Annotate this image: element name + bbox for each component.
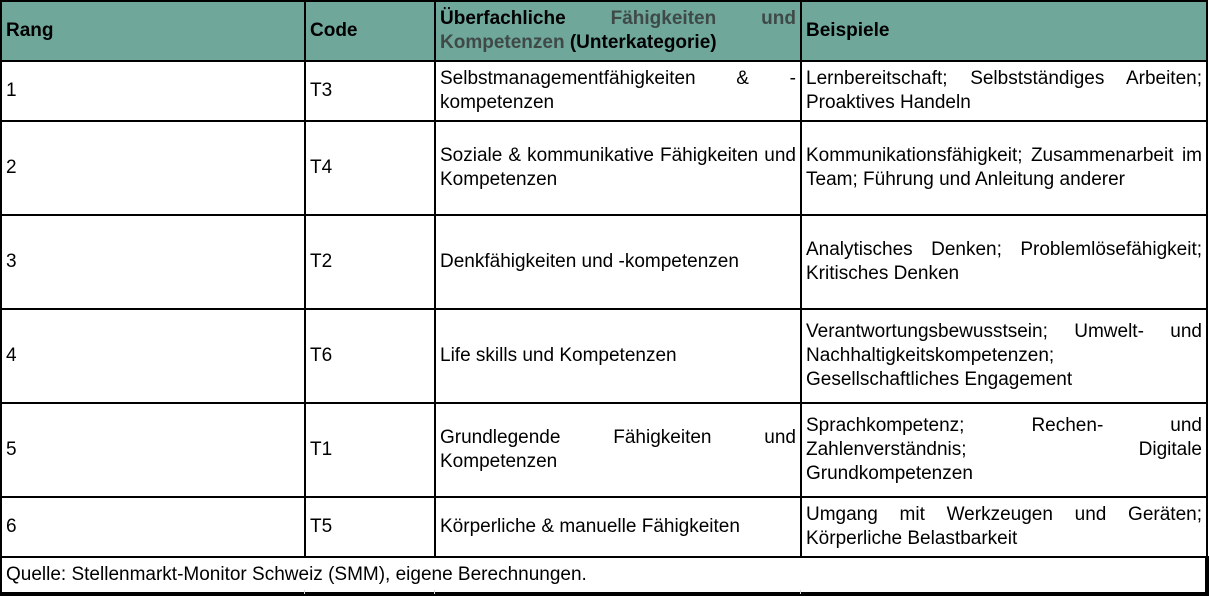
cell-rang: 1 bbox=[1, 61, 305, 121]
cell-kategorie: Grundlegende Fähigkeiten und Kompetenzen bbox=[435, 403, 801, 497]
header-kategorie bbox=[435, 1, 801, 61]
table-row bbox=[1, 497, 1207, 557]
cell-code: T6 bbox=[305, 309, 435, 403]
cell-beispiele: Umgang mit Werkzeugen und Geräten; Körperliche Belastbarkeit bbox=[801, 497, 1207, 557]
table-header-row bbox=[1, 1, 1207, 61]
cell-beispiele: Lernbereitschaft; Selbstständiges Arbeiten; Proaktives Handeln bbox=[801, 61, 1207, 121]
table-row bbox=[1, 215, 1207, 309]
source-note: Quelle: Stellenmarkt-Monitor Schweiz (SMM), eigene Berechnungen. bbox=[1, 557, 1207, 594]
cell-kategorie: Soziale & kommunikative Fähigkeiten und Kompetenzen bbox=[435, 121, 801, 215]
cell-rang: 3 bbox=[1, 215, 305, 309]
sheet-gridline bbox=[434, 590, 435, 594]
cell-rang: 6 bbox=[1, 497, 305, 557]
cell-beispiele: Verantwortungsbewusstsein; Umwelt- und Nachhaltigkeitskompetenzen; Gesellschaftliches Engagement bbox=[801, 309, 1207, 403]
header-kategorie-part1: Überfachliche bbox=[440, 8, 611, 29]
cell-beispiele: Sprachkompetenz; Rechen- und Zahlenverständnis; Digitale Grundkompetenzen bbox=[801, 403, 1207, 497]
table-row bbox=[1, 403, 1207, 497]
table-row bbox=[1, 61, 1207, 121]
header-rang: Rang bbox=[1, 1, 305, 61]
header-kategorie-part3: (Unterkategorie) bbox=[564, 32, 717, 53]
cell-kategorie: Denkfähigkeiten und -kompetenzen bbox=[435, 215, 801, 309]
header-code: Code bbox=[305, 1, 435, 61]
sheet-gridline bbox=[304, 590, 305, 594]
cell-code: T4 bbox=[305, 121, 435, 215]
cell-code: T3 bbox=[305, 61, 435, 121]
cell-rang: 4 bbox=[1, 309, 305, 403]
cell-beispiele: Analytisches Denken; Problemlösefähigkeit; Kritisches Denken bbox=[801, 215, 1207, 309]
table-row bbox=[1, 309, 1207, 403]
header-kategorie-part2: Fähigkeiten und Kompetenzen bbox=[440, 8, 796, 53]
cell-rang: 5 bbox=[1, 403, 305, 497]
cell-beispiele: Kommunikationsfähigkeit; Zusammenarbeit im Team; Führung und Anleitung anderer bbox=[801, 121, 1207, 215]
sheet-gridline bbox=[800, 590, 801, 594]
cell-kategorie: Selbstmanagementfähigkeiten & -kompetenzen bbox=[435, 61, 801, 121]
cell-code: T5 bbox=[305, 497, 435, 557]
cell-kategorie: Körperliche & manuelle Fähigkeiten bbox=[435, 497, 801, 557]
source-row bbox=[1, 557, 1207, 594]
header-beispiele: Beispiele bbox=[801, 1, 1207, 61]
table-row bbox=[1, 121, 1207, 215]
cell-kategorie: Life skills und Kompetenzen bbox=[435, 309, 801, 403]
cell-rang: 2 bbox=[1, 121, 305, 215]
cell-code: T1 bbox=[305, 403, 435, 497]
cell-code: T2 bbox=[305, 215, 435, 309]
